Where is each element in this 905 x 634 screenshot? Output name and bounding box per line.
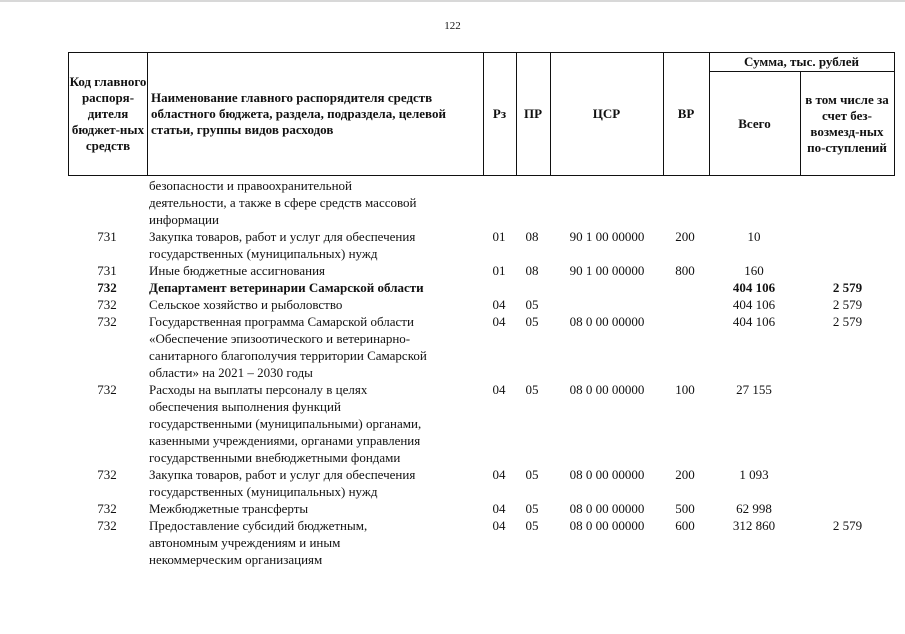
row-vr: 800	[675, 263, 695, 278]
row-pr: 05	[525, 501, 539, 516]
row-name-line: Иные бюджетные ассигнования	[149, 263, 326, 278]
row-name-line: области» на 2021 – 2030 годы	[149, 365, 313, 380]
header-name: Наименование главного распорядителя средств областного бюджета, раздела, подраздела, целевой статьи, группы видов расходов	[151, 90, 446, 137]
row-free: 2 579	[832, 314, 863, 329]
row-rz: 01	[492, 263, 506, 278]
row-name	[149, 313, 479, 381]
table-row	[0, 296, 905, 313]
row-name	[149, 517, 479, 568]
header-sum: Сумма, тыс. рублей	[744, 54, 859, 69]
table-row	[0, 517, 905, 568]
row-total: 404 106	[732, 297, 776, 312]
row-total: 10	[747, 229, 761, 244]
row-csr: 08 0 00 00000	[569, 382, 645, 397]
row-total: 1 093	[739, 467, 769, 482]
row-csr: 90 1 00 00000	[569, 263, 645, 278]
row-code: 731	[97, 263, 117, 278]
header-vr: ВР	[677, 106, 695, 121]
row-name	[149, 296, 479, 313]
table-header	[68, 52, 895, 176]
row-total: 160	[744, 263, 764, 278]
row-csr: 08 0 00 00000	[569, 518, 645, 533]
row-rz: 04	[492, 501, 506, 516]
row-name-line: деятельности, а также в сфере средств массовой	[149, 195, 417, 210]
row-rz: 04	[492, 382, 506, 397]
row-name-line: государственными (муниципальными) органами,	[149, 416, 422, 431]
row-name-line: Предоставление субсидий бюджетным,	[149, 518, 368, 533]
row-vr: 600	[675, 518, 695, 533]
row-rz: 04	[492, 314, 506, 329]
row-name-line: Закупка товаров, работ и услуг для обеспечения	[149, 229, 416, 244]
row-code: 732	[97, 314, 117, 329]
row-rz: 04	[492, 518, 506, 533]
row-total: 404 106	[732, 280, 776, 295]
row-total: 62 998	[736, 501, 772, 516]
table-row	[0, 313, 905, 381]
page-number: 122	[444, 20, 461, 32]
row-name-line: Департамент ветеринарии Самарской области	[149, 280, 424, 295]
header-csr: ЦСР	[592, 106, 621, 121]
row-csr: 08 0 00 00000	[569, 501, 645, 516]
row-name-line: государственных (муниципальных) нужд	[149, 246, 378, 261]
row-rz: 04	[492, 297, 506, 312]
row-rz: 01	[492, 229, 506, 244]
header-pr: ПР	[523, 106, 543, 121]
row-vr: 200	[675, 467, 695, 482]
row-name-line: Государственная программа Самарской области	[149, 314, 414, 329]
row-rz: 04	[492, 467, 506, 482]
row-total: 404 106	[732, 314, 776, 329]
table-row	[0, 466, 905, 500]
header-free: в том числе за счет без-возмезд-ных по-ступлений	[805, 91, 889, 155]
row-name-line: государственными внебюджетными фондами	[149, 450, 401, 465]
row-name	[149, 177, 479, 228]
row-name	[149, 279, 479, 296]
top-edge-line	[0, 0, 905, 2]
row-pr: 05	[525, 314, 539, 329]
table-row	[0, 500, 905, 517]
header-rz: Рз	[492, 106, 507, 121]
row-name-line: казенными учреждениями, органами управления	[149, 433, 421, 448]
table-row	[0, 262, 905, 279]
row-name	[149, 500, 479, 517]
row-code: 732	[97, 518, 117, 533]
row-free: 2 579	[832, 297, 863, 312]
row-name	[149, 262, 479, 279]
header-divider	[147, 53, 148, 175]
row-name-line: некоммерческим организациям	[149, 552, 323, 567]
row-name-line: Межбюджетные трансферты	[149, 501, 309, 516]
row-vr: 200	[675, 229, 695, 244]
row-pr: 05	[525, 297, 539, 312]
row-vr: 100	[675, 382, 695, 397]
table-row	[0, 381, 905, 466]
row-code: 732	[97, 297, 117, 312]
row-code: 732	[97, 467, 117, 482]
row-name	[149, 381, 479, 466]
row-code: 732	[97, 382, 117, 397]
row-code: 731	[97, 229, 117, 244]
row-csr: 08 0 00 00000	[569, 467, 645, 482]
row-name-line: Расходы на выплаты персоналу в целях	[149, 382, 368, 397]
row-name	[149, 228, 479, 262]
row-csr: 90 1 00 00000	[569, 229, 645, 244]
row-code: 732	[97, 280, 117, 295]
table-row	[0, 279, 905, 296]
header-code: Код главного распоря-дителя бюджет-ных средств	[69, 74, 147, 153]
row-pr: 05	[525, 467, 539, 482]
row-name-line: Сельское хозяйство и рыболовство	[149, 297, 343, 312]
row-pr: 05	[525, 382, 539, 397]
table-row	[0, 228, 905, 262]
row-name-line: Закупка товаров, работ и услуг для обеспечения	[149, 467, 416, 482]
row-total: 312 860	[732, 518, 776, 533]
row-name-line: государственных (муниципальных) нужд	[149, 484, 378, 499]
row-free: 2 579	[832, 280, 863, 295]
row-free: 2 579	[832, 518, 863, 533]
row-csr: 08 0 00 00000	[569, 314, 645, 329]
row-pr: 05	[525, 518, 539, 533]
row-pr: 08	[525, 263, 539, 278]
table-row	[0, 177, 905, 228]
row-name-line: обеспечения выполнения функций	[149, 399, 341, 414]
row-vr: 500	[675, 501, 695, 516]
row-name-line: санитарного благополучия территории Самарской	[149, 348, 427, 363]
row-name-line: информации	[149, 212, 219, 227]
row-name-line: безопасности и правоохранительной	[149, 178, 352, 193]
row-pr: 08	[525, 229, 539, 244]
header-total: Всего	[738, 115, 771, 131]
row-name-line: автономным учреждениям и иным	[149, 535, 341, 550]
row-total: 27 155	[736, 382, 772, 397]
row-name	[149, 466, 479, 500]
row-code: 732	[97, 501, 117, 516]
row-name-line: «Обеспечение эпизоотического и ветеринарно-	[149, 331, 411, 346]
